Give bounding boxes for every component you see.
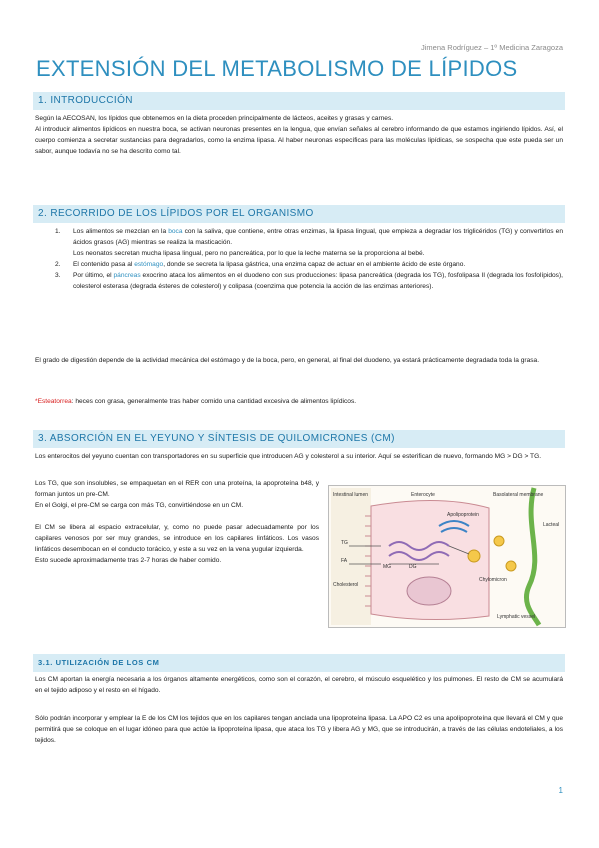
list-text: exocrino ataca los alimentos en el duodeno con sus producciones: lipasa pancreática (degrada los TG), fosfolipasa II (degrada los fosfolípidos), colesterol esterasa (degrada ésteres de colesterol) y colipasa (coenzima que potencia la acción de las enzimas anteriores). xyxy=(73,272,563,290)
utilizacion-paragraph-2: Sólo podrán incorporar y emplear la E de los CM los tejidos que en los capilares tengan anclada una lipoproteína lipasa. La APO C2 es una apolipoproteína que llevará el CM y que permitirá que se coloque en el lugar idóneo para que actúe la lipoproteína lipasa, que ataca los TG y libera AG y MG, que se introducirán, a través de las células endoteliales, a los tejidos. xyxy=(35,715,563,744)
highlight-estomago: estómago xyxy=(134,261,164,268)
page-number: 1 xyxy=(558,786,563,795)
absorcion-paragraph-2: Los TG, que son insolubles, se empaquetan en el RER con una proteína, la apoproteína b48, y forman juntos un pre-CM. xyxy=(35,480,319,498)
highlight-pancreas: páncreas xyxy=(113,272,141,279)
esteatorrea-note xyxy=(35,396,563,407)
esteatorrea-definition: : heces con grasa, generalmente tras haber comido una cantidad excesiva de alimentos lipídicos. xyxy=(71,398,357,405)
list-number: 2. xyxy=(55,261,61,268)
esteatorrea-term: *Esteatorrea xyxy=(35,398,72,405)
absorcion-left-column xyxy=(35,478,319,566)
chylomicron-dot xyxy=(494,536,504,546)
author-header: Jimena Rodríguez – 1º Medicina Zaragoza xyxy=(421,43,563,52)
enterocyte-diagram xyxy=(329,486,565,627)
label-lymphatic: Lymphatic vessel xyxy=(497,614,536,620)
list-item xyxy=(35,270,563,292)
page-title: EXTENSIÓN DEL METABOLISMO DE LÍPIDOS xyxy=(36,56,518,81)
list-text: , donde se secreta la lipasa gástrica, una enzima capaz de actuar en el ambiente ácido de este órgano. xyxy=(163,261,466,268)
enterocyte-figure xyxy=(328,485,566,628)
label-dg: DG xyxy=(409,564,417,570)
label-cholesterol: Cholesterol xyxy=(333,582,359,588)
intro-paragraph-1: Según la AECOSAN, los lípidos que obtenemos en la dieta proceden principalmente de lácteos, aceites y grasas y carnes. xyxy=(35,115,394,122)
chylomicron-dot xyxy=(506,561,516,571)
absorcion-paragraph-5: Esto sucede aproximadamente tras 2-7 horas de haber comido. xyxy=(35,557,222,564)
intro-paragraph-2: Al introducir alimentos lipídicos en nuestra boca, se activan neuronas presentes en la lengua, que envían señales al cerebro informando de que estamos ingiriendo lípidos. Así, el cuerpo comienza a secretar sustancias para degradarlos, como la enzima lipasa. Al haber neuronas específicas para las moléculas lipídicas, se sospecha que este pueda ser un sabor, aunque todavía no se ha descrito como tal. xyxy=(35,126,563,155)
subsection-heading-utilizacion: 3.1. UTILIZACIÓN DE LOS CM xyxy=(33,654,565,672)
absorcion-paragraph-3: En el Golgi, el pre-CM se carga con más TG, convirtiéndose en un CM. xyxy=(35,502,244,509)
label-chylomicron: Chylomicron xyxy=(479,577,507,583)
list-note: Los neonatos secretan mucha lipasa lingual, pero no pancreática, por lo que la leche materna se la proporciona al bebé. xyxy=(73,250,425,257)
utilizacion-paragraph-1: Los CM aportan la energía necesaria a los órganos altamente energéticos, como son el corazón, el cerebro, el músculo esquelético y los pulmones. El resto de CM se acumulará en el tejido adiposo y el resto en el hígado. xyxy=(35,676,563,694)
label-tg: TG xyxy=(341,540,348,546)
section-heading-introduccion: 1. INTRODUCCIÓN xyxy=(33,92,565,110)
label-enterocyte: Enterocyte xyxy=(411,492,435,498)
highlight-boca: boca xyxy=(168,228,183,235)
chylomicron-dot xyxy=(468,550,480,562)
label-basolateral: Basolateral membrane xyxy=(493,492,544,498)
list-item xyxy=(35,226,563,259)
absorcion-paragraph-1: Los enterocitos del yeyuno cuentan con transportadores en su superficie que introducen AG y colesterol a su interior. Aquí se esterifican de nuevo, formando MG > DG > TG. xyxy=(35,453,542,460)
list-text: Los alimentos se mezclan en la xyxy=(73,228,169,235)
recorrido-list xyxy=(35,226,563,292)
list-number: 1. xyxy=(55,228,61,235)
nucleus xyxy=(407,577,451,605)
label-fa: FA xyxy=(341,558,348,564)
intro-text xyxy=(35,113,563,157)
label-lumen: Intestinal lumen xyxy=(333,492,369,498)
list-item xyxy=(35,259,563,270)
label-mg: MG xyxy=(383,564,392,570)
list-text: con la saliva, que contiene, entre otras enzimas, la lipasa lingual, que empieza a degradar los triglicéridos (TG) y convertirlos en ácidos grasos (AG) mientras se realiza la masticación. xyxy=(73,228,563,246)
list-number: 3. xyxy=(55,272,61,279)
digestion-paragraph: El grado de digestión depende de la actividad mecánica del estómago y de la boca, pero, en general, al final del duodeno, ya estará prácticamente degradada toda la grasa. xyxy=(35,357,540,364)
section-heading-absorcion: 3. ABSORCIÓN EN EL YEYUNO Y SÍNTESIS DE QUILOMICRONES (CM) xyxy=(33,430,565,448)
recorrido-content xyxy=(35,226,563,292)
label-lacteal: Lacteal xyxy=(543,522,560,528)
list-text: Por último, el xyxy=(73,272,114,279)
list-text: El contenido pasa al xyxy=(73,261,135,268)
section-heading-recorrido: 2. RECORRIDO DE LOS LÍPIDOS POR EL ORGANISMO xyxy=(33,205,565,223)
label-apolipoprotein: Apolipoprotein xyxy=(447,512,479,518)
absorcion-paragraph-4: El CM se libera al espacio extracelular, y, como no puede pasar adecuadamente por los capilares venosos por ser muy grandes, se introduce en los capilares linfáticos. Los vasos linfáticos desembocan en el conducto torácico, y este a su vez en la vena yugular izquierda. xyxy=(35,524,319,553)
